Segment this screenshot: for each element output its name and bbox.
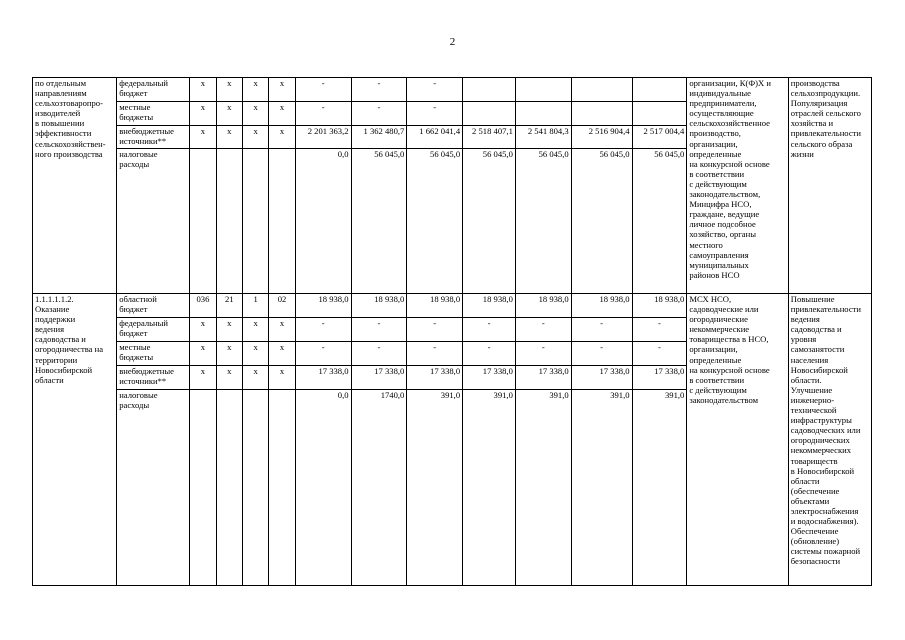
budget-code-cell: x: [242, 318, 268, 342]
executor-cell: [687, 78, 788, 294]
funding-source-line: расходы: [119, 159, 150, 170]
amount-cell: -: [295, 78, 351, 102]
executor-line: организации,: [689, 138, 738, 149]
amount-cell: -: [407, 342, 463, 366]
expected-result-line: (обновление): [790, 536, 840, 547]
table-row: [33, 78, 872, 102]
funding-source-line: бюджет: [119, 328, 148, 339]
amount-cell: 18 938,0: [632, 294, 687, 318]
funding-source-cell: [117, 366, 190, 390]
budget-code-cell: x: [269, 366, 295, 390]
amount-cell: 17 338,0: [463, 366, 516, 390]
expected-result-line: огороднических: [790, 435, 850, 446]
executor-line: Минцифра НСО,: [689, 199, 752, 210]
amount-cell: -: [463, 342, 516, 366]
activity-name-line: Оказание: [35, 304, 70, 315]
activity-name-line: ведения: [35, 324, 65, 335]
executor-line: садоводческие или: [689, 304, 759, 315]
funding-source-line: налоговые: [119, 149, 158, 159]
budget-code-cell: 036: [190, 294, 216, 318]
budget-code-cell: [216, 149, 242, 294]
executor-line: товарищества в НСО,: [689, 334, 769, 345]
activity-name-line: поддержки: [35, 314, 76, 325]
amount-cell: -: [632, 318, 687, 342]
program-activities-table: [32, 77, 872, 586]
amount-cell: -: [351, 318, 407, 342]
amount-cell: 18 938,0: [463, 294, 516, 318]
amount-cell: -: [351, 102, 407, 126]
expected-result-line: области.: [790, 374, 822, 385]
expected-result-line: сельского образа: [790, 138, 853, 149]
activity-name-line: 1.1.1.1.1.2.: [35, 294, 74, 304]
amount-cell: 18 938,0: [295, 294, 351, 318]
amount-cell: 391,0: [515, 390, 571, 586]
funding-source-line: областной: [119, 294, 157, 304]
expected-result-line: ведения: [790, 314, 820, 325]
funding-source-cell: [117, 149, 190, 294]
budget-code-cell: [190, 390, 216, 586]
expected-result-line: самозанятости: [790, 344, 845, 355]
funding-source-cell: [117, 78, 190, 102]
budget-code-cell: x: [242, 102, 268, 126]
amount-cell: 391,0: [463, 390, 516, 586]
executor-line: организации, К(Ф)Х и: [689, 78, 771, 88]
funding-source-line: внебюджетные: [119, 126, 174, 136]
activity-name-line: Новосибирской: [35, 364, 93, 375]
amount-cell: 17 338,0: [571, 366, 632, 390]
page-number: 2: [449, 36, 456, 48]
amount-cell: -: [407, 78, 463, 102]
amount-cell: 0,0: [295, 390, 351, 586]
expected-result-line: (обеспечение: [790, 485, 840, 496]
budget-code-cell: x: [269, 318, 295, 342]
budget-code-cell: x: [216, 366, 242, 390]
expected-result-line: жизни: [790, 148, 814, 159]
funding-source-line: местные: [119, 102, 151, 112]
amount-cell: -: [571, 318, 632, 342]
budget-code-cell: x: [269, 78, 295, 102]
expected-result-line: и водоснабжения).: [790, 516, 859, 527]
amount-cell: 17 338,0: [351, 366, 407, 390]
amount-cell: 18 938,0: [351, 294, 407, 318]
budget-code-cell: x: [190, 342, 216, 366]
executor-line: огороднические: [689, 314, 748, 325]
expected-result-line: безопасности: [790, 556, 841, 567]
amount-cell: 2 518 407,1: [463, 126, 516, 149]
budget-code-cell: x: [216, 318, 242, 342]
funding-source-cell: [117, 390, 190, 586]
executor-line: хозяйство, органы: [689, 229, 756, 240]
funding-source-line: федеральный: [119, 318, 169, 328]
executor-line: на конкурсной основе: [689, 158, 770, 169]
expected-result-cell: [788, 78, 871, 294]
funding-source-line: бюджеты: [119, 112, 154, 123]
funding-source-line: расходы: [119, 400, 150, 411]
amount-cell: -: [351, 78, 407, 102]
amount-cell: [571, 102, 632, 126]
amount-cell: [571, 78, 632, 102]
amount-cell: 0,0: [295, 149, 351, 294]
expected-result-line: Повышение: [790, 294, 835, 304]
funding-source-line: бюджет: [119, 88, 148, 99]
expected-result-line: Популяризация: [790, 98, 848, 109]
amount-cell: 18 938,0: [407, 294, 463, 318]
amount-cell: 2 541 804,3: [515, 126, 571, 149]
activity-name-line: изводителей: [35, 108, 81, 119]
expected-result-line: производства: [790, 78, 840, 88]
executor-line: в соответствии: [689, 168, 745, 179]
funding-source-cell: [117, 342, 190, 366]
amount-cell: 56 045,0: [632, 149, 687, 294]
expected-result-line: сельхозпродукции.: [790, 88, 861, 99]
table-body: [33, 78, 872, 586]
funding-source-line: налоговые: [119, 390, 158, 400]
budget-code-cell: [242, 390, 268, 586]
executor-line: сельскохозяйственное: [689, 118, 770, 129]
budget-code-cell: x: [242, 126, 268, 149]
expected-result-line: отраслей сельского: [790, 108, 861, 119]
activity-name-line: садоводства и: [35, 334, 86, 345]
executor-line: законодательством: [689, 394, 759, 405]
budget-code-cell: x: [190, 366, 216, 390]
activity-name-cell: [33, 294, 117, 586]
executor-line: предприниматели,: [689, 98, 757, 109]
budget-code-cell: x: [190, 102, 216, 126]
activity-name-line: сельхозтоваропро-: [35, 98, 103, 109]
expected-result-line: инженерно-: [790, 394, 835, 405]
amount-cell: -: [515, 342, 571, 366]
budget-code-cell: [269, 390, 295, 586]
amount-cell: 17 338,0: [632, 366, 687, 390]
executor-line: МСХ НСО,: [689, 294, 732, 304]
amount-cell: 56 045,0: [571, 149, 632, 294]
amount-cell: [463, 78, 516, 102]
executor-line: на конкурсной основе: [689, 364, 770, 375]
activity-name-line: в повышении: [35, 118, 85, 129]
executor-line: районов НСО: [689, 269, 740, 280]
amount-cell: -: [407, 318, 463, 342]
budget-code-cell: 21: [216, 294, 242, 318]
expected-result-line: хозяйства и: [790, 118, 834, 129]
executor-line: в соответствии: [689, 374, 745, 385]
budget-code-cell: x: [190, 78, 216, 102]
amount-cell: 2 516 904,4: [571, 126, 632, 149]
expected-result-line: населения: [790, 354, 829, 365]
executor-line: осуществляющие: [689, 108, 754, 119]
amount-cell: 1 362 480,7: [351, 126, 407, 149]
expected-result-line: системы пожарной: [790, 546, 861, 557]
executor-line: организации,: [689, 344, 738, 355]
amount-cell: 18 938,0: [571, 294, 632, 318]
executor-line: граждане, ведущие: [689, 209, 760, 220]
budget-code-cell: x: [269, 342, 295, 366]
funding-source-line: местные: [119, 342, 151, 352]
activity-name-cell: [33, 78, 117, 294]
amount-cell: 1 662 041,4: [407, 126, 463, 149]
executor-line: производство,: [689, 128, 741, 139]
amount-cell: [632, 102, 687, 126]
expected-result-line: садоводства и: [790, 324, 842, 335]
budget-code-cell: x: [216, 126, 242, 149]
amount-cell: 56 045,0: [515, 149, 571, 294]
budget-code-cell: x: [269, 102, 295, 126]
amount-cell: 2 517 004,4: [632, 126, 687, 149]
amount-cell: [463, 102, 516, 126]
expected-result-line: Обеспечение: [790, 526, 839, 537]
amount-cell: 56 045,0: [407, 149, 463, 294]
activity-name-line: эффективности: [35, 128, 92, 139]
amount-cell: 1740,0: [351, 390, 407, 586]
expected-result-line: Новосибирской: [790, 364, 848, 375]
expected-result-line: уровня: [790, 334, 817, 345]
executor-line: личное подсобное: [689, 219, 756, 230]
amount-cell: 18 938,0: [515, 294, 571, 318]
budget-code-cell: [190, 149, 216, 294]
activity-name-line: огородничества на: [35, 344, 104, 355]
expected-result-line: Улучшение: [790, 384, 833, 395]
expected-result-line: объектами: [790, 495, 830, 506]
amount-cell: -: [351, 342, 407, 366]
budget-code-cell: x: [216, 102, 242, 126]
expected-result-line: в Новосибирской: [790, 465, 855, 476]
funding-source-line: бюджеты: [119, 352, 154, 363]
executor-line: муниципальных: [689, 259, 749, 270]
activity-name-line: территории: [35, 354, 78, 365]
budget-code-cell: [269, 149, 295, 294]
budget-code-cell: 1: [242, 294, 268, 318]
executor-line: законодательством,: [689, 189, 761, 200]
expected-result-line: области: [790, 475, 820, 486]
budget-code-cell: x: [190, 126, 216, 149]
expected-result-line: технической: [790, 405, 837, 416]
funding-source-line: источники**: [119, 376, 167, 387]
activity-name-line: сельскохозяйствен-: [35, 138, 106, 149]
activity-name-line: ного производства: [35, 148, 103, 159]
budget-code-cell: x: [269, 126, 295, 149]
budget-code-cell: 02: [269, 294, 295, 318]
executor-line: с действующим: [689, 178, 747, 189]
amount-cell: -: [463, 318, 516, 342]
expected-result-line: инфраструктуры: [790, 415, 852, 426]
amount-cell: -: [515, 318, 571, 342]
funding-source-line: федеральный: [119, 78, 169, 88]
funding-source-cell: [117, 318, 190, 342]
budget-code-cell: [216, 390, 242, 586]
amount-cell: -: [632, 342, 687, 366]
amount-cell: 17 338,0: [295, 366, 351, 390]
executor-line: местного: [689, 239, 723, 250]
executor-line: определенные: [689, 354, 742, 365]
activity-name-line: области: [35, 374, 64, 385]
activity-name-line: по отдельным: [35, 78, 87, 88]
amount-cell: 391,0: [571, 390, 632, 586]
funding-source-line: бюджет: [119, 304, 148, 315]
executor-line: самоуправления: [689, 249, 749, 260]
expected-result-line: товариществ: [790, 455, 838, 466]
budget-code-cell: x: [242, 342, 268, 366]
amount-cell: 56 045,0: [463, 149, 516, 294]
expected-result-line: привлекательности: [790, 304, 861, 315]
budget-code-cell: x: [242, 366, 268, 390]
amount-cell: [632, 78, 687, 102]
table-row: [33, 294, 872, 318]
executor-line: определенные: [689, 148, 742, 159]
expected-result-line: некоммерческих: [790, 445, 852, 456]
expected-result-line: электроснабжения: [790, 505, 859, 516]
amount-cell: 17 338,0: [515, 366, 571, 390]
amount-cell: 17 338,0: [407, 366, 463, 390]
budget-code-cell: x: [216, 78, 242, 102]
expected-result-line: привлекательности: [790, 128, 861, 139]
budget-code-cell: x: [190, 318, 216, 342]
executor-line: с действующим: [689, 384, 747, 395]
activity-name-line: направлениям: [35, 88, 87, 99]
funding-source-cell: [117, 294, 190, 318]
expected-result-cell: [788, 294, 871, 586]
executor-line: некоммерческие: [689, 324, 750, 335]
budget-code-cell: [242, 149, 268, 294]
amount-cell: [515, 78, 571, 102]
amount-cell: -: [295, 102, 351, 126]
funding-source-cell: [117, 126, 190, 149]
amount-cell: -: [407, 102, 463, 126]
executor-cell: [687, 294, 788, 586]
budget-code-cell: x: [216, 342, 242, 366]
amount-cell: [515, 102, 571, 126]
funding-source-cell: [117, 102, 190, 126]
amount-cell: 56 045,0: [351, 149, 407, 294]
amount-cell: 391,0: [407, 390, 463, 586]
amount-cell: -: [295, 342, 351, 366]
amount-cell: -: [295, 318, 351, 342]
expected-result-line: садоводческих или: [790, 425, 861, 436]
executor-line: индивидуальные: [689, 88, 751, 99]
funding-source-line: внебюджетные: [119, 366, 174, 376]
amount-cell: 391,0: [632, 390, 687, 586]
amount-cell: -: [571, 342, 632, 366]
budget-code-cell: x: [242, 78, 268, 102]
amount-cell: 2 201 363,2: [295, 126, 351, 149]
funding-source-line: источники**: [119, 136, 167, 147]
